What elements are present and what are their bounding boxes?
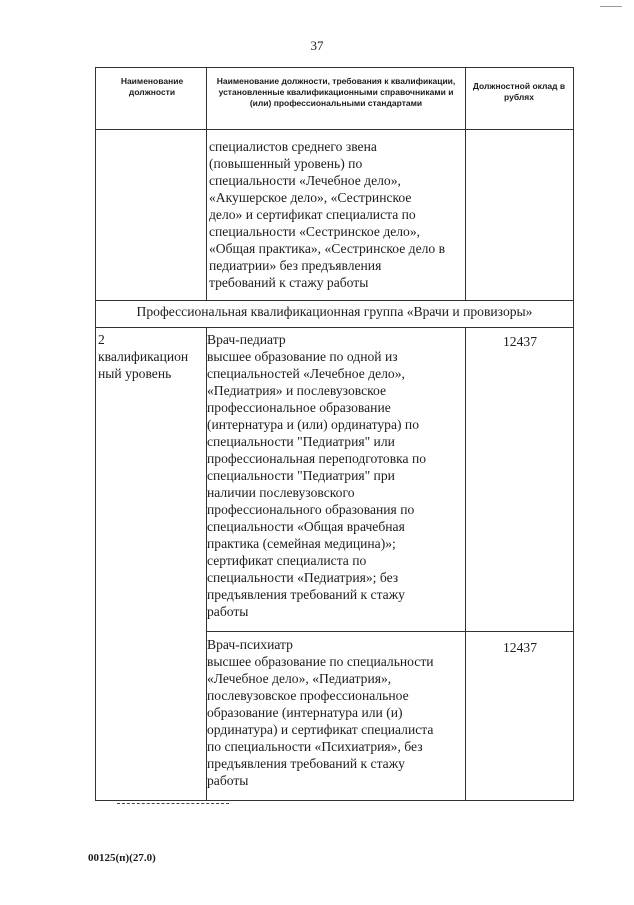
group-bottom-line [96,327,573,328]
qualification-level: 2 квалификацион ный уровень [98,332,189,381]
group-title: Профессиональная квалификационная группа «Врачи и провизоры» [136,304,533,319]
requirements-psychiatrist: Врач-психиатр высшее образование по специальности «Лечебное дело», «Педиатрия», послевузовское профессиональное образование (интернатура или (и) ординатура) и сертификат специалиста по специальности «Психиатрия», без предъявления требований к стажу работы [207,637,434,788]
column-divider-2-lower [465,327,466,801]
header-requirements: Наименование должности, требования к квалификации, установленные квалификационными справочниками и (или) профессиональными стандартами [216,76,456,108]
header-position: Наименование должности [120,76,184,97]
column-divider-1 [206,68,207,300]
salary-pediatrician: 12437 [503,334,537,349]
footnote-separator [117,803,229,804]
group-top-line [96,300,573,301]
column-divider-2 [465,68,466,300]
document-code: 00125(п)(27.0) [88,852,156,864]
header-bottom-line [96,129,573,130]
qualification-table [95,67,574,801]
scan-edge-mark [600,6,622,7]
requirements-pediatrician: Врач-педиатр высшее образование по одной из специальностей «Лечебное дело», «Педиатрия» и послевузовское профессиональное образование (интернатура и (или) ординатура) по специальности "Педиатрия" или профессиональная переподготовка по специальности "Педиатрия" при наличии послевузовского профессионального образования по специальности «Общая врачебная практика (семейная медицина)»; сертификат специалиста по специальности «Педиатрия»; без предъявления требований к стажу работы [207,332,427,619]
header-salary: Должностной оклад в рублях [472,81,566,102]
page-number: 37 [310,38,324,53]
row-divider [206,631,573,632]
salary-psychiatrist: 12437 [503,640,537,655]
continued-requirements: специалистов среднего звена (повышенный уровень) по специальности «Лечебное дело», «Акушерское дело», «Сестринское дело» и сертификат специалиста по специальности «Сестринское дело», «Общая практика», «Сестринское дело в педиатрии» без предъявления требований к стажу работы [209,139,446,290]
